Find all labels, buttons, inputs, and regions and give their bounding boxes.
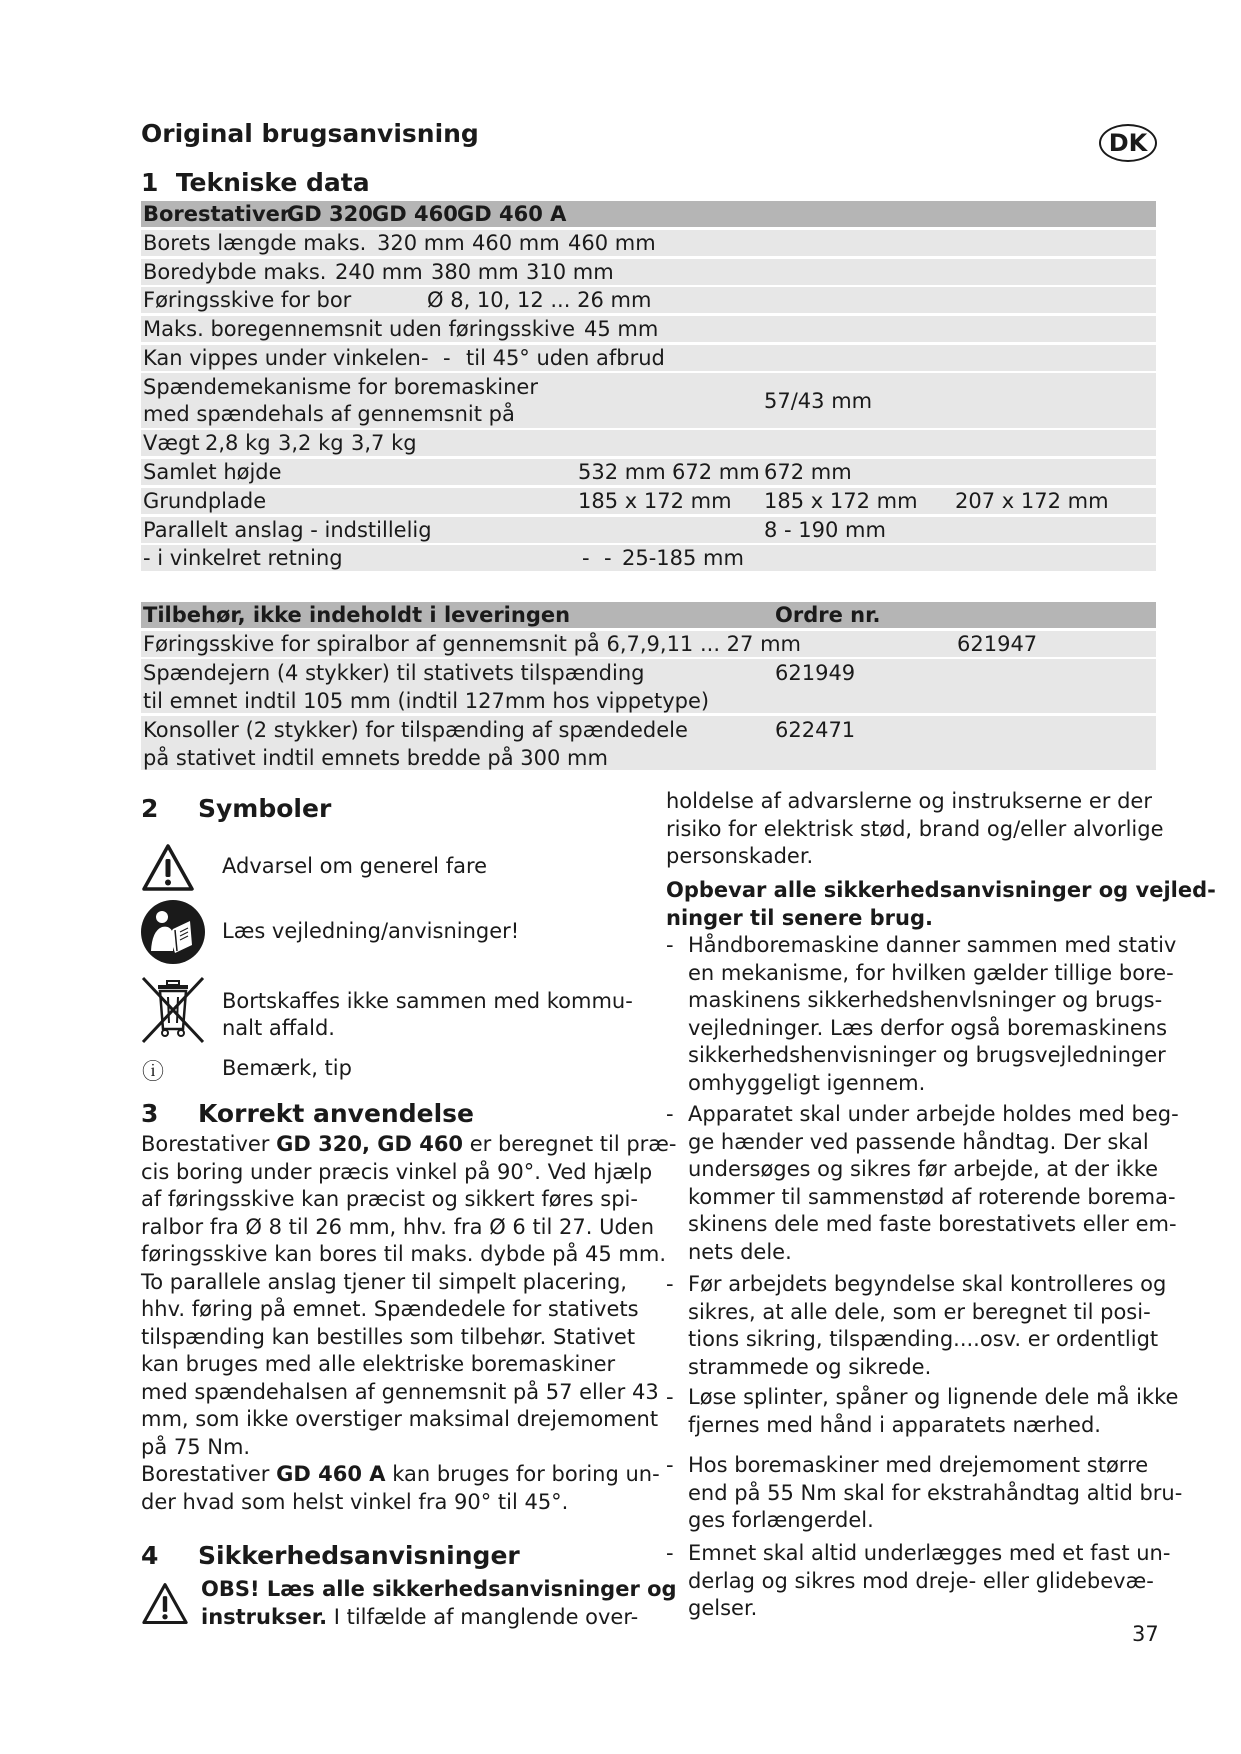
table-cell: 57/43 mm — [764, 389, 873, 413]
table-row — [141, 631, 1156, 657]
list-item-line: Før arbejdets begyndelse skal kontrolleres og — [688, 1272, 1167, 1296]
table-row — [141, 459, 1156, 485]
list-item-line: Håndboremaskine danner sammen med stativ — [688, 933, 1177, 957]
list-item-line: en mekanisme, for hvilken gælder tillige bore- — [688, 960, 1174, 985]
section-3-number: 3 — [141, 1099, 159, 1128]
country-badge: DK — [1099, 124, 1157, 162]
table-cell: Grundplade — [143, 489, 267, 513]
list-item-line: omhyggeligt igennem. — [688, 1070, 926, 1095]
warning-bold-line: OBS! Læs alle sikkerhedsanvisninger og — [201, 1577, 677, 1601]
text-run: kan bruges for boring un- — [385, 1462, 660, 1486]
symbol-description: Advarsel om generel fare — [222, 854, 488, 878]
paragraph-line: To parallele anslag tjener til simpelt placering, — [141, 1269, 627, 1294]
table-cell: - — [421, 346, 429, 370]
list-item-line: skinens dele med faste borestativets eller em- — [688, 1212, 1177, 1236]
table-cell: 621947 — [957, 632, 1038, 656]
section-2-title: Symboler — [198, 794, 332, 823]
symbol-description — [222, 988, 633, 1042]
paragraph-line: på 75 Nm. — [141, 1434, 251, 1459]
paragraph-line: hhv. føring på emnet. Spændedele for stativets — [141, 1297, 639, 1321]
warning-triangle-icon — [141, 1582, 189, 1626]
header-cell: Tilbehør, ikke indeholdt i leveringen — [143, 603, 571, 627]
list-item-line: vejledninger. Læs derfor også boremaskinens — [688, 1015, 1168, 1040]
table-row — [141, 659, 1156, 713]
list-item-line: undersøges og sikres før arbejde, at der ikke — [688, 1157, 1159, 1181]
table-cell: Boredybde maks. — [143, 260, 327, 284]
table-cell: 380 mm — [431, 260, 519, 284]
paragraph-line: tilspænding kan bestilles som tilbehør. Stativet — [141, 1324, 636, 1349]
symbol-description-line: nalt affald. — [222, 1016, 335, 1040]
symbol-description-line: Bortskaffes ikke sammen med kommu- — [222, 989, 633, 1013]
table-cell: 240 mm — [335, 260, 423, 284]
text-run: Borestativer — [141, 1132, 277, 1156]
keep-instructions-note — [666, 877, 1216, 932]
table-row — [141, 316, 1156, 342]
table-cell: Samlet højde — [143, 460, 282, 484]
paragraph-line: Opbevar alle sikkerhedsanvisninger og vejled- — [666, 878, 1216, 902]
paragraph-line: holdelse af advarslerne og instrukserne er der — [666, 789, 1152, 813]
table-cell: 185 x 172 mm — [578, 489, 732, 513]
list-item-line: Apparatet skal under arbejde holdes med beg- — [688, 1102, 1179, 1126]
table-row — [141, 230, 1156, 256]
table-row — [141, 373, 1156, 428]
table-row — [141, 287, 1156, 313]
intended-use-paragraph — [141, 1131, 677, 1516]
model-name: GD 460 A — [276, 1462, 386, 1486]
page-title: Original brugsanvisning — [141, 119, 479, 148]
table-cell: 310 mm — [526, 260, 614, 284]
header-cell: GD 320 — [287, 202, 373, 226]
table-cell: Parallelt anslag - indstillelig — [143, 518, 432, 542]
list-item-line: gelser. — [688, 1596, 758, 1620]
table-row — [141, 430, 1156, 456]
list-item-line: ges forlængerdel. — [688, 1508, 874, 1532]
table-cell: 320 mm — [377, 231, 465, 255]
table-row — [141, 488, 1156, 514]
table-cell: Føringsskive for bor — [143, 288, 352, 312]
safety-warning-continued — [666, 788, 1164, 871]
table-cell: 207 x 172 mm — [955, 489, 1109, 513]
list-item-line: kommer til sammenstød af roterende borema- — [688, 1184, 1176, 1209]
table-cell: med spændehals af gennemsnit på — [143, 402, 515, 426]
table-cell: Kan vippes under vinkelen — [143, 346, 421, 370]
section-2-number: 2 — [141, 794, 159, 823]
list-item-line: strammede og sikrede. — [688, 1354, 932, 1379]
paragraph-line: cis boring under præcis vinkel på 90°. Ved hjælp — [141, 1159, 653, 1184]
table-row — [141, 345, 1156, 371]
list-item-line: nets dele. — [688, 1239, 792, 1264]
section-2-heading — [141, 794, 331, 823]
list-item-line: Emnet skal altid underlægges med et fast un- — [688, 1541, 1171, 1565]
warning-triangle-icon — [141, 843, 195, 893]
paragraph-line: ninger til senere brug. — [666, 905, 933, 930]
list-item-line: Løse splinter, spåner og lignende dele må ikke — [688, 1385, 1179, 1409]
list-item-line: ge hænder ved passende håndtag. Der skal — [688, 1129, 1149, 1154]
table-cell: 185 x 172 mm — [764, 489, 918, 513]
table-cell: 3,2 kg — [278, 431, 344, 455]
table-cell: 672 mm — [764, 460, 852, 484]
table-cell: 8 - 190 mm — [764, 518, 886, 542]
model-name: GD 320, GD 460 — [276, 1132, 464, 1156]
table-row — [141, 716, 1156, 770]
table-cell: Ø 8, 10, 12 ... 26 mm — [427, 288, 652, 312]
section-4-number: 4 — [141, 1541, 159, 1570]
header-cell: Borestativer — [143, 202, 291, 226]
tech-table-header — [141, 201, 1156, 227]
section-1-title: Tekniske data — [175, 168, 370, 197]
paragraph-line: mm, som ikke overstiger maksimal drejemoment — [141, 1407, 659, 1431]
paragraph-line: ralbor fra Ø 8 til 26 mm, hhv. fra Ø 6 til 27. Uden — [141, 1214, 655, 1239]
paragraph-line: af føringsskive kan præcist og sikkert føres spi- — [141, 1187, 638, 1211]
table-cell: 622471 — [775, 718, 856, 742]
table-cell: 532 mm — [578, 460, 666, 484]
header-cell: GD 460 — [372, 202, 458, 226]
list-item-line: derlag og sikres mod dreje- eller glidebevæ- — [688, 1568, 1154, 1593]
list-item-line: Hos boremaskiner med drejemoment større — [688, 1453, 1149, 1477]
section-4-heading — [141, 1541, 520, 1570]
list-item-line: maskinens sikkerhedshenvlsninger og brugs- — [688, 988, 1163, 1012]
text-run: er beregnet til præ- — [463, 1132, 677, 1156]
table-cell: 3,7 kg — [351, 431, 417, 455]
table-cell: Vægt — [143, 431, 200, 455]
paragraph-line: kan bruges med alle elektriske boremaskiner — [141, 1352, 616, 1376]
table-cell: - — [582, 546, 590, 570]
table-cell: 460 mm — [472, 231, 560, 255]
safety-warning — [201, 1576, 677, 1631]
paragraph-line: risiko for elektrisk stød, brand og/eller alvorlige — [666, 816, 1164, 841]
info-icon: ⓘ — [142, 1060, 165, 1085]
section-3-title: Korrekt anvendelse — [198, 1099, 474, 1128]
table-cell: 460 mm — [568, 231, 656, 255]
section-4-title: Sikkerhedsanvisninger — [198, 1541, 520, 1570]
table-cell: 672 mm — [672, 460, 760, 484]
list-item-line: tions sikring, tilspænding....osv. er ordentligt — [688, 1327, 1159, 1351]
table-cell: 621949 — [775, 661, 856, 685]
table-cell: - — [604, 546, 612, 570]
paragraph-line: personskader. — [666, 844, 814, 868]
table-cell: til 45° uden afbrud — [466, 346, 665, 370]
table-cell: - — [443, 346, 451, 370]
table-cell: Konsoller (2 stykker) for tilspænding af spændedele — [143, 718, 688, 742]
list-item-line: sikres, at alle dele, som er beregnet til posi- — [688, 1299, 1151, 1324]
text-run: Borestativer — [141, 1462, 277, 1486]
table-cell: til emnet indtil 105 mm (indtil 127mm hos vippetype) — [143, 689, 710, 713]
table-cell: Spændemekanisme for boremaskiner — [143, 375, 538, 399]
section-1-number: 1 — [141, 168, 159, 197]
paragraph-line: føringsskive kan bores til maks. dybde på 45 mm. — [141, 1242, 667, 1266]
page-number: 37 — [1132, 1622, 1159, 1646]
table-cell: - i vinkelret retning — [143, 546, 343, 570]
table-row — [141, 259, 1156, 285]
paragraph-line: der hvad som helst vinkel fra 90° til 45°. — [141, 1489, 569, 1514]
symbol-description: Læs vejledning/anvisninger! — [222, 919, 520, 943]
paragraph-line: med spændehalsen af gennemsnit på 57 eller 43 — [141, 1379, 659, 1404]
list-item-line: fjernes med hånd i apparatets nærhed. — [688, 1412, 1101, 1437]
table-cell: Spændejern (4 stykker) til stativets tilspænding — [143, 661, 645, 685]
table-cell: 25-185 mm — [622, 546, 744, 570]
list-item-line: sikkerhedshenvisninger og brugsvejledninger — [688, 1043, 1166, 1067]
table-cell: 2,8 kg — [205, 431, 271, 455]
header-cell: Ordre nr. — [775, 603, 881, 627]
warning-bold-text: instrukser. — [201, 1604, 328, 1629]
symbol-description: Bemærk, tip — [222, 1056, 352, 1080]
table-row — [141, 517, 1156, 543]
table-row — [141, 545, 1156, 571]
header-cell: GD 460 A — [457, 202, 567, 226]
table-cell: Borets længde maks. — [143, 231, 367, 255]
table-cell: 45 mm — [584, 317, 659, 341]
text-run: I tilfælde af manglende over- — [327, 1604, 639, 1629]
section-1-heading — [141, 168, 370, 197]
crossed-bin-icon — [140, 975, 206, 1045]
read-manual-icon — [140, 899, 206, 965]
table-cell: på stativet indtil emnets bredde på 300 mm — [143, 746, 608, 770]
table-cell: Føringsskive for spiralbor af gennemsnit på 6,7,9,11 ... 27 mm — [143, 632, 801, 656]
section-3-heading — [141, 1099, 474, 1128]
table-cell: Maks. boregennemsnit uden føringsskive — [143, 317, 576, 341]
accessories-table-header — [141, 602, 1156, 628]
list-item-line: end på 55 Nm skal for ekstrahåndtag altid bru- — [688, 1480, 1183, 1505]
